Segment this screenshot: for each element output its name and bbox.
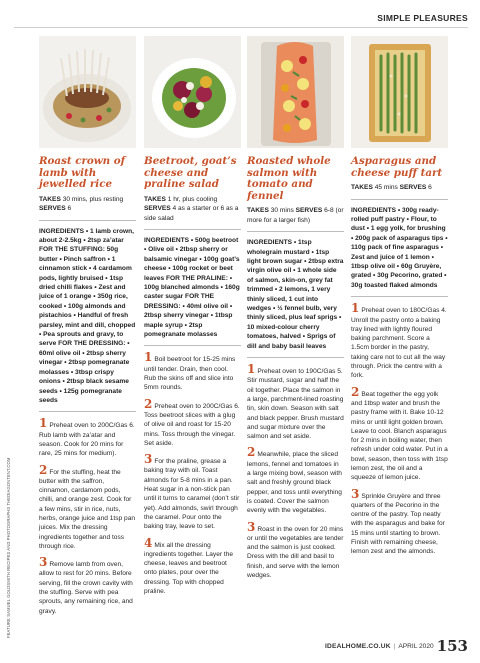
method-step: 3 Roast in the oven for 20 mins or until the vegetables are tender and the salmon is just cooked. Dress with the dill and basil to finish, and serve with the lemon wedges.: [247, 519, 344, 579]
method-step: 1 Preheat oven to 180C/Gas 4. Unroll the pastry onto a baking tray lined with lightly floured baking parchment. Score a 1.5cm border in the pastry, taking care not to cut all the way through. Prick the centre with a fork.: [351, 301, 447, 380]
method-step: 1 Preheat oven to 190C/Gas 5. Stir mustard, sugar and half the oil together. Place the salmon in a large, parchment-lined roasting tin, skin down. Season with salt and black pepper. Brush mustard and sugar mixture over the salmon and set aside.: [247, 362, 344, 441]
side-credit: [0, 400, 12, 650]
method-step: 2 Meanwhile, place the sliced lemons, fennel and tomatoes in a large mixing bowl, season with salt and freshly ground black pepper, and toss until everything is coated. Cover the salmon evenly with the vegetables.: [247, 445, 342, 515]
recipe-title: Beetroot, goat’s cheese and praline salad: [144, 155, 237, 191]
side-credit-text: FEATURE SAMUEL GOLDSMITH RECIPES AND PHOTOGRAPHS THEDIAGONTENT.COM: [6, 457, 11, 638]
recipe-lamb: [39, 36, 136, 616]
beetroot-salad-photo: [144, 36, 241, 148]
section-label: SIMPLE PLEASURES: [377, 13, 468, 23]
method-step: 4 Mix all the dressing ingredients together. Layer the cheese, leaves and beetroot onto plates, pour over the dressing. Top with chopped praline.: [144, 535, 234, 595]
method-step: 3 For the praline, grease a baking tray with oil. Toast almonds for 5-8 mins in a pan. Heat sugar in a non-stick pan until it turns to caramel (don’t stir yet). Add almonds, swirl through the caramel. Pour onto the baking tray, leave to set.: [144, 452, 240, 531]
divider: [247, 231, 344, 232]
method-step: 2 For the stuffing, heat the butter with the saffron, cinnamon, cardamom pods, chilli, and orange zest. Cook for a few mins, stir in rice, nuts, herbs, orange juice and 1tsp pan juices. Mix the dressing ingredients together and toss through rice.: [39, 462, 136, 550]
recipe-title: Roast crown of lamb with jewelled rice: [39, 155, 126, 191]
page-number: 153: [436, 637, 468, 655]
ingredients-list: INGREDIENTS • 1tsp wholegrain mustard • 1tsp light brown sugar • 2tbsp extra virgin olive oil • 1 whole side of salmon, skin-on, grey fat trimmed • 2 lemons, 1 very thinly sliced, 1 cut into wedges • ½ fennel bulb, very thinly sliced, plus leaf sprigs • 10 mixed-colour cherry tomatoes, halved • Sprigs of dill and baby basil leaves: [247, 239, 344, 350]
method-step: 3 Remove lamb from oven, allow to rest for 20 mins. Before serving, fill the crown cavity with the stuffing. Serve with pea sprouts, any remaining rice, and gravy.: [39, 555, 133, 615]
footer-site: IDEALHOME.CO.UK: [325, 643, 391, 650]
footer-date: APRIL 2020: [398, 643, 434, 650]
method-step: 1 Boil beetroot for 15-25 mins until tender. Drain, then cool. Rub the skins off and slice into 5mm rounds.: [144, 350, 236, 392]
ingredients-list: INGREDIENTS • 500g beetroot • Olive oil • 2tbsp sherry or balsamic vinegar • 100g goat’s cheese • 100g rocket or beet leaves FOR THE PRALINE: • 100g blanched almonds • 160g caster sugar FOR THE DRESSING: • 40ml olive oil • 2tbsp sherry vinegar • 1tbsp maple syrup • 2tsp pomegranate molasses: [144, 237, 240, 339]
asparagus-tart-photo: [351, 36, 448, 148]
page-footer: IDEALHOME.CO.UK | APRIL 2020 153: [325, 637, 468, 655]
header-divider: [14, 27, 468, 28]
recipe-beetroot: [144, 36, 241, 616]
header-bar: [0, 0, 480, 30]
recipe-salmon: [247, 36, 344, 616]
recipe-meta: TAKES 30 mins, plus resting SERVES 6: [39, 195, 124, 213]
divider: [144, 229, 241, 230]
method-step: 2 Preheat oven to 200C/Gas 6. Toss beetroot slices with a glug of olive oil and roast for 15-20 mins. Toss through the vinegar. Set aside.: [144, 396, 240, 447]
recipe-meta: TAKES 1 hr, plus cooling SERVES 4 as a starter or 6 as a side salad: [144, 195, 239, 222]
recipe-asparagus-tart: [351, 36, 448, 616]
recipe-meta: TAKES 45 mins SERVES 6: [351, 184, 432, 192]
method-step: 2 Beat together the egg yolk and 1tbsp water and brush the pastry frame with it. Bake 10-12 mins or until light golden brown. Leave to cool. Blanch asparagus for 2 mins in boiling water, then refresh under cold water. Put in a bowl, season, then toss with 1tsp lemon zest, the oil and a squeeze of lemon juice.: [351, 384, 448, 482]
divider: [144, 345, 241, 346]
ingredients-list: INGREDIENTS • 300g ready-rolled puff pastry • Flour, to dust • 1 egg yolk, for brushing • 200g pack of asparagus tips • 110g pack of fine asparagus • Zest and juice of 1 lemon • 1tbsp olive oil • 60g Gruyère, grated • 30g Pecorino, grated • 30g toasted flaked almonds: [351, 206, 448, 289]
salmon-photo: [247, 36, 344, 148]
method-step: 1 Preheat oven to 200C/Gas 6. Rub lamb with za’atar and season. Cook for 20 mins for rare, 25 mins for medium).: [39, 416, 135, 458]
lamb-photo: [39, 36, 136, 148]
recipe-title: Roasted whole salmon with tomato and fennel: [247, 155, 331, 202]
divider: [39, 220, 136, 221]
recipe-title: Asparagus and cheese puff tart: [351, 155, 443, 179]
divider: [351, 199, 448, 200]
recipe-meta: TAKES 30 mins SERVES 6-8 (or more for a larger fish): [247, 207, 344, 224]
ingredients-list: INGREDIENTS • 1 lamb crown, about 2-2.5kg • 2tsp za’atar FOR THE STUFFING: 50g butter • Pinch saffron • 1 cinnamon stick • 4 cardamom pods, lightly bruised • 1tsp dried chilli flakes • Zest and juice of 1 orange • 350g rice, cooked • 100g almonds and pistachios • Handful of fresh parsley, mint and dill, chopped • Pea sprouts and gravy, to serve FOR THE DRESSING: • 60ml olive oil • 2tbsp sherry vinegar • 2tbsp pomegranate molasses • 3tbsp crispy onions • 2tbsp black sesame seeds • 125g pomegranate seeds: [39, 227, 136, 404]
divider: [39, 411, 136, 412]
method-step: 3 Sprinkle Gruyère and three quarters of the Pecorino in the centre of the pastry. Top neatly with the asparagus and bake for 15 mins until starting to brown. Finish with remaining cheese, lemon zest and the almonds.: [351, 486, 445, 556]
divider: [247, 357, 344, 358]
divider: [351, 296, 448, 297]
